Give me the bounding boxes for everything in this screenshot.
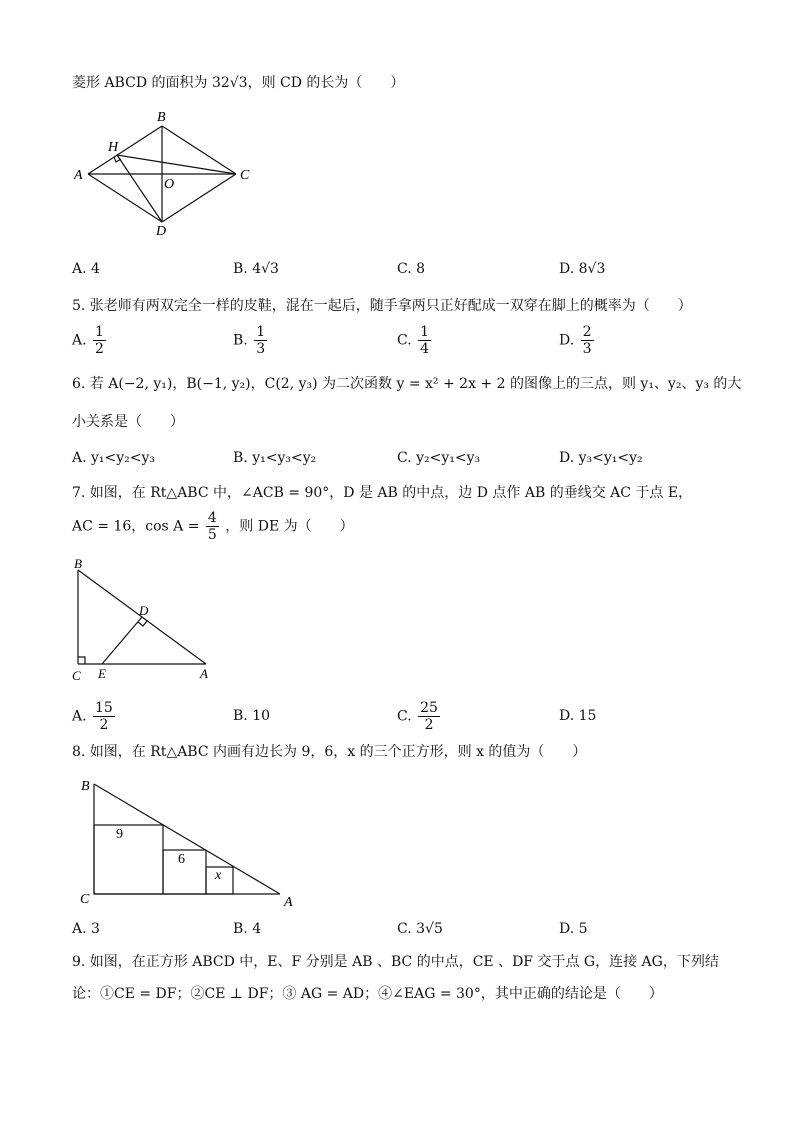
- q4-label-d: D: [156, 224, 167, 238]
- q6-stem-line2: 小关系是（ ）: [72, 414, 184, 430]
- q7-label-d: D: [139, 603, 149, 618]
- q8-option-a: A. 3: [72, 921, 100, 937]
- q8-square-label-9: 9: [116, 827, 123, 842]
- q7-label-c: C: [72, 668, 81, 683]
- q8-label-c: C: [80, 892, 90, 907]
- q4-stem: 菱形 ABCD 的面积为 32√3，则 CD 的长为（ ）: [72, 75, 405, 91]
- q8-label-a: A: [284, 895, 293, 908]
- q8-option-b: B. 4: [233, 921, 262, 937]
- q4-label-b: B: [157, 110, 166, 125]
- q7-option-a: A. $\frac{15}{2}$: [72, 700, 113, 733]
- q4-option-a: A. 4: [72, 261, 100, 277]
- q8-square-label-x: x: [215, 868, 222, 883]
- q7-triangle-figure: [68, 556, 228, 686]
- q7-stem-line2: AC = 16，cos A = $\frac{4}{5}$ ，则 DE 为（ ）: [72, 510, 354, 543]
- q6-option-b: B. y₁<y₃<y₂: [233, 450, 317, 466]
- q4-label-a: A: [74, 168, 83, 183]
- q4-option-d: D. 8√3: [559, 261, 606, 277]
- q9-stem-line1: 9. 如图，在正方形 ABCD 中，E、F 分别是 AB 、BC 的中点，CE 、DF 交于点 G，连接 AG，下列结: [72, 954, 719, 970]
- q6-option-a: A. y₁<y₂<y₃: [72, 450, 156, 466]
- q4-label-o: O: [164, 177, 175, 192]
- q7-label-b: B: [74, 556, 82, 571]
- q4-rhombus-figure: [68, 106, 268, 238]
- q5-option-b: B. $\frac{1}{3}$: [233, 324, 266, 357]
- q5-option-d: D. $\frac{2}{3}$: [559, 324, 592, 357]
- q6-option-d: D. y₃<y₁<y₂: [559, 450, 643, 466]
- q4-option-c: C. 8: [397, 261, 426, 277]
- q7-label-a: A: [200, 666, 208, 681]
- q7-label-e: E: [98, 666, 106, 681]
- q8-squares-figure: [74, 774, 304, 908]
- q7-option-b: B. 10: [233, 708, 271, 724]
- q8-stem: 8. 如图，在 Rt△ABC 内画有边长为 9，6，x 的三个正方形，则 x 的值为（ ）: [72, 744, 587, 760]
- q8-option-c: C. 3√5: [397, 921, 443, 937]
- q8-option-d: D. 5: [559, 921, 588, 937]
- q7-option-c: C. $\frac{25}{2}$: [397, 700, 438, 733]
- q6-stem-line1: 6. 若 A(−2, y₁)，B(−1, y₂)，C(2, y₃) 为二次函数 y = x² + 2x + 2 的图像上的三点，则 y₁、y₂、y₃ 的大: [72, 376, 742, 392]
- q5-option-c: C. $\frac{1}{4}$: [397, 324, 430, 357]
- q4-label-h: H: [108, 140, 119, 155]
- q9-stem-line2: 论：①CE = DF；②CE ⊥ DF；③ AG = AD；④∠EAG = 30°，其中正确的结论是（ ）: [72, 986, 663, 1002]
- q8-square-label-6: 6: [178, 852, 185, 867]
- q8-label-b: B: [81, 779, 90, 794]
- q7-stem-line1: 7. 如图，在 Rt△ABC 中，∠ACB = 90°，D 是 AB 的中点，边 D 点作 AB 的垂线交 AC 于点 E，: [72, 485, 693, 501]
- q4-option-b: B. 4√3: [233, 261, 279, 277]
- q5-option-a: A. $\frac{1}{2}$: [72, 324, 104, 357]
- q6-option-c: C. y₂<y₁<y₃: [397, 450, 481, 466]
- q4-label-c: C: [240, 168, 250, 183]
- q5-stem: 5. 张老师有两双完全一样的皮鞋，混在一起后，随手拿两只正好配成一双穿在脚上的概率为（ ）: [72, 298, 692, 314]
- q7-option-d: D. 15: [559, 708, 597, 724]
